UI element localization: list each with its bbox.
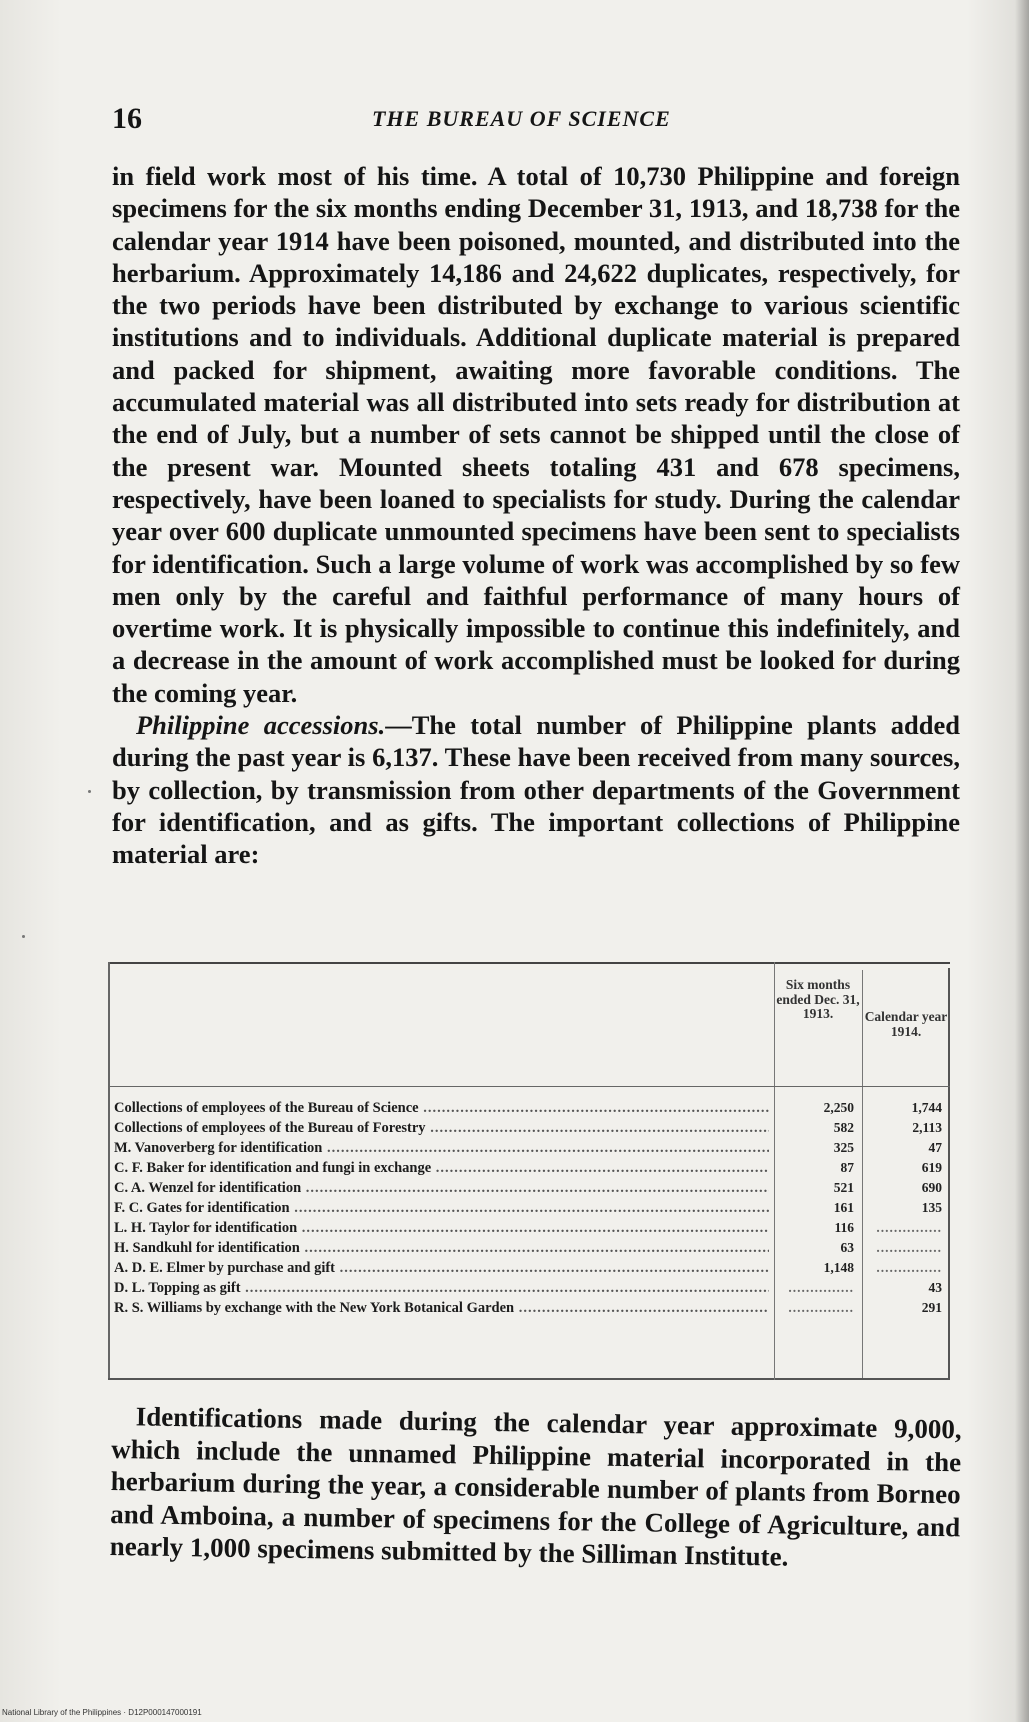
table-row	[114, 1138, 948, 1158]
table-row	[114, 1198, 948, 1218]
paragraph-herbarium-work: in field work most of his time. A total of 10,730 Philippine and foreign specimens for the six months ending December 31, 1913, and 18,738 for the calendar year 1914 have been poisoned, mounted, and distributed into the herbarium. Approximately 14,186 and 24,622 duplicates, respectively, for the two periods have been distributed by exchange to various scientific institutions and to individuals. Additional duplicate material is prepared and packed for shipment, awaiting more favorable conditions. The accumulated material was all distributed into sets ready for distribution at the end of July, but a number of sets cannot be shipped until the close of the present war. Mounted sheets totaling 431 and 678 specimens, respectively, have been loaned to specialists for study. During the calendar year over 600 duplicate unmounted specimens have been sent to specialists for identification. Such a large volume of work was accomplished by so few men only by the careful and faithful performance of many hours of overtime work. It is physically impossible to continue this indefinitely, and a decrease in the amount of work accomplished must be looked for during the coming year.	[112, 161, 960, 708]
row-label: F. C. Gates for identification .....	[114, 1198, 769, 1218]
cell-calendar-year: 1,744	[911, 1100, 942, 1115]
cell-calendar-year	[862, 1238, 946, 1258]
cell-six-months	[774, 1298, 858, 1318]
table-row	[114, 1298, 948, 1318]
paragraph-philippine-accessions	[112, 709, 960, 870]
table-row	[114, 1238, 948, 1258]
row-label: Collections of employees of the Bureau of Forestry .....	[114, 1118, 769, 1138]
cell-calendar-year	[862, 1218, 946, 1238]
cell-six-months	[774, 1278, 858, 1298]
cell-six-months: 161	[833, 1200, 854, 1215]
row-label: L. H. Taylor for identification .....	[114, 1218, 769, 1238]
row-label: C. F. Baker for identification and fungi in exchange .....	[114, 1158, 769, 1178]
footer-stamp: National Library of the Philippines · D12P000147000191	[2, 1708, 202, 1717]
column-header-calendar-year: Calendar year 1914.	[864, 1009, 948, 1039]
table-row	[114, 1158, 948, 1178]
cell-six-months: 2,250	[823, 1100, 854, 1115]
cell-calendar-year: 135	[921, 1200, 942, 1215]
table-row	[114, 1258, 948, 1278]
table-row	[114, 1178, 948, 1198]
cell-six-months: 582	[833, 1120, 854, 1135]
table-border-top	[108, 962, 950, 964]
page-edge-shadow	[1015, 0, 1029, 1722]
row-label: Collections of employees of the Bureau of Science .....	[114, 1098, 769, 1118]
cell-six-months: 63	[840, 1240, 854, 1255]
body-text	[112, 160, 960, 871]
table-border-left	[108, 962, 110, 1380]
row-label: A. D. E. Elmer by purchase and gift .....	[114, 1258, 769, 1278]
row-label: M. Vanoverberg for identification .....	[114, 1138, 769, 1158]
table-row	[114, 1218, 948, 1238]
header-rule	[108, 1086, 950, 1087]
row-label: H. Sandkuhl for identification .....	[114, 1238, 769, 1258]
cell-six-months: 325	[833, 1140, 854, 1155]
row-label: D. L. Topping as gift .....	[114, 1278, 769, 1298]
running-head: THE BUREAU OF SCIENCE	[372, 106, 671, 131]
cell-calendar-year: 291	[921, 1300, 942, 1315]
table-border-bottom	[108, 1378, 950, 1380]
paper-speck	[88, 790, 91, 793]
table-border-right	[948, 968, 950, 1378]
cell-six-months: 116	[834, 1220, 854, 1235]
column-header-six-months: Six months ended Dec. 31, 1913.	[776, 977, 860, 1021]
collections-table	[108, 962, 950, 1382]
cell-calendar-year	[862, 1258, 946, 1278]
cell-calendar-year: 690	[921, 1180, 942, 1195]
page-header	[112, 102, 962, 142]
cell-calendar-year: 47	[928, 1140, 942, 1155]
cell-calendar-year: 43	[928, 1280, 942, 1295]
cell-six-months: 521	[833, 1180, 854, 1195]
paragraph-text: —The total number of Philippine plants added during the past year is 6,137. These have been received from many sources, by collection, by transmission from other departments of the Government for identification, and as gifts. The important collections of Philippine material are:	[112, 710, 961, 870]
table-row	[114, 1278, 948, 1298]
paper-speck	[22, 935, 25, 938]
page-number: 16	[112, 102, 142, 135]
cell-calendar-year: 2,113	[912, 1120, 942, 1135]
run-in-heading: Philippine accessions.	[136, 710, 386, 741]
closing-text	[109, 1400, 961, 1576]
table-row	[114, 1118, 948, 1138]
cell-six-months: 1,148	[823, 1260, 854, 1275]
table-row	[114, 1098, 948, 1118]
row-label: C. A. Wenzel for identification .....	[114, 1178, 769, 1198]
row-label: R. S. Williams by exchange with the New York Botanical Garden .....	[114, 1298, 769, 1318]
paragraph-identifications: Identifications made during the calendar year approximate 9,000, which include the unnamed Philippine material incorporated in the herbarium during the year, a considerable number of plants from Borneo and Amboina, a number of specimens for the College of Agriculture, and nearly 1,000 specimens submitted by the Silliman Institute.	[109, 1401, 962, 1572]
cell-calendar-year: 619	[921, 1160, 942, 1175]
cell-six-months: 87	[840, 1160, 854, 1175]
